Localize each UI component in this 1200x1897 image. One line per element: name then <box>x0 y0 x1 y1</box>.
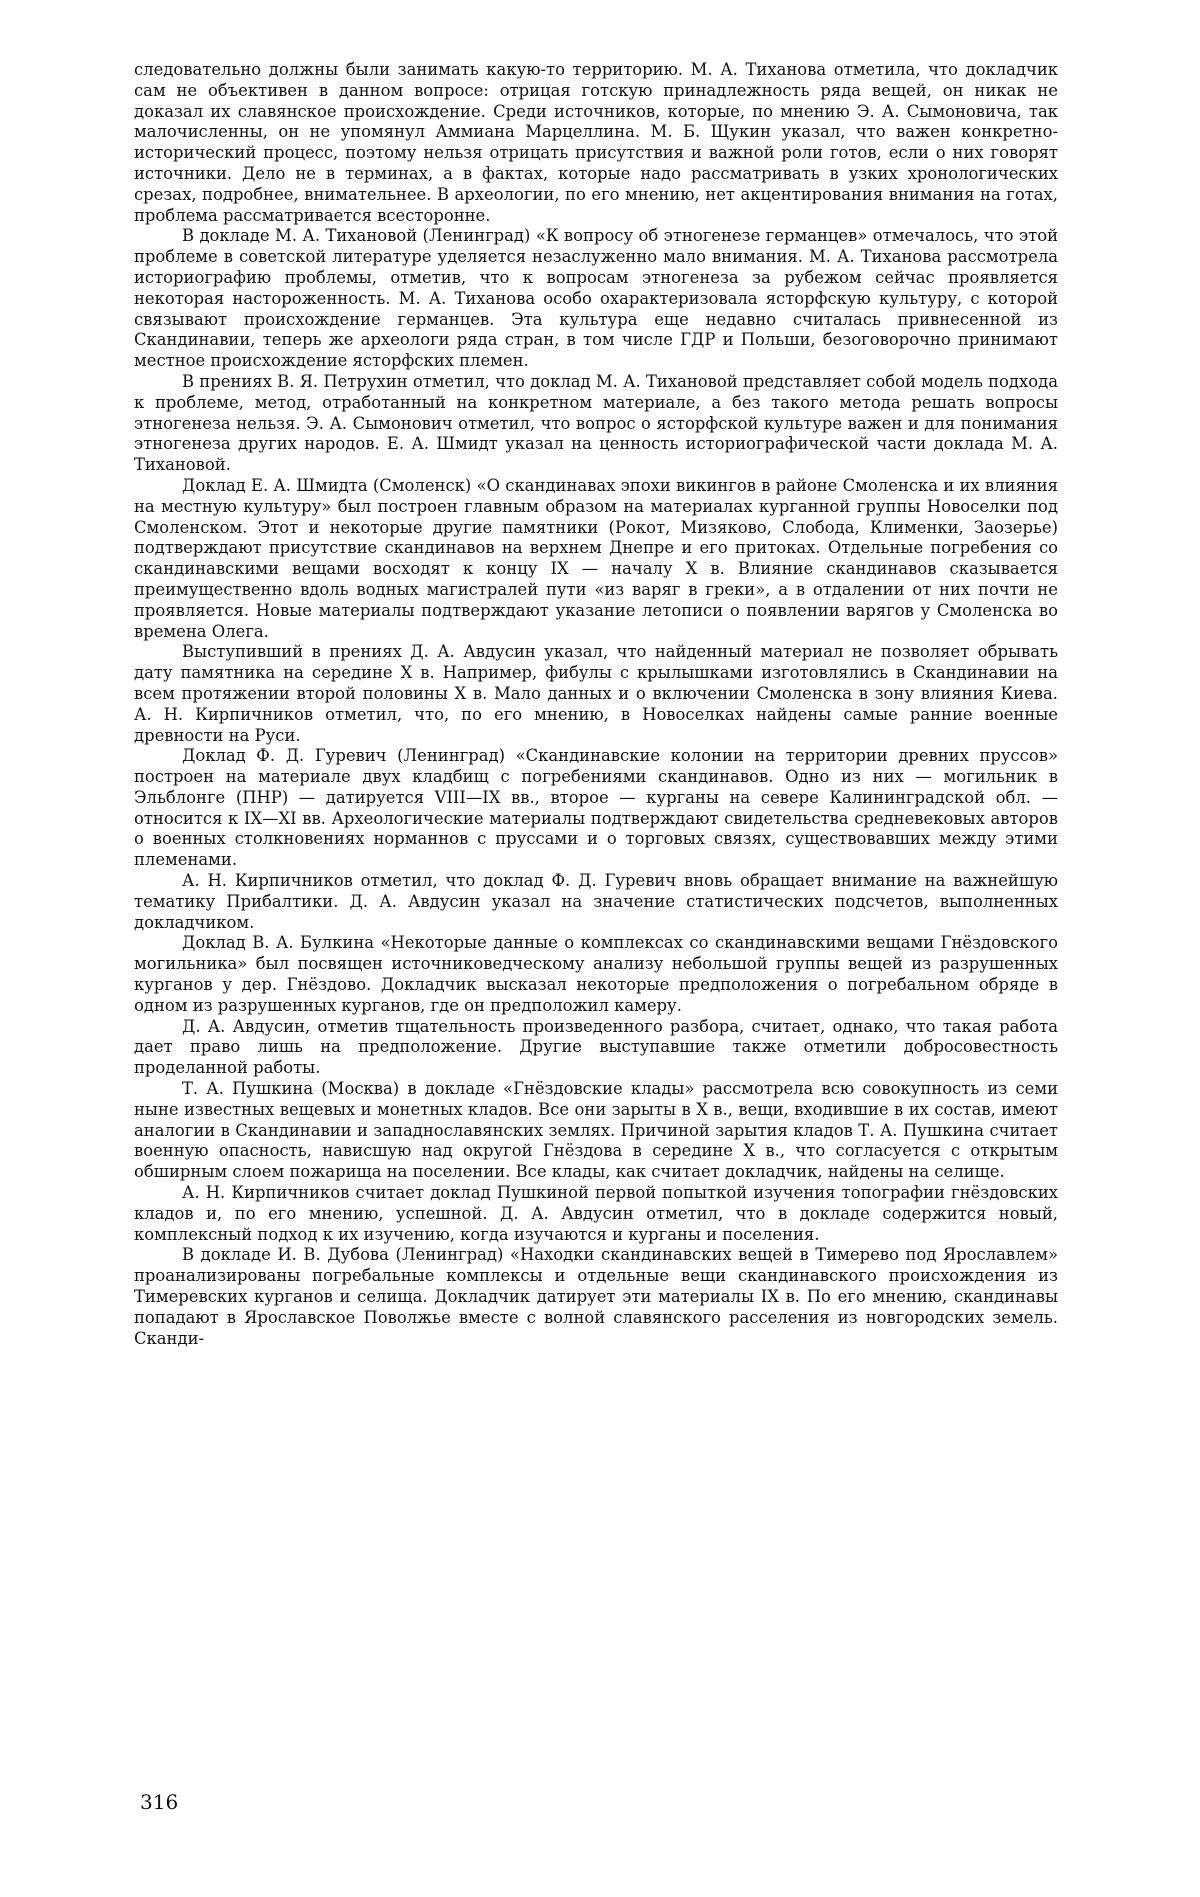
paragraph: А. Н. Кирпичников отметил, что доклад Ф. Д. Гуревич вновь обращает внимание на важнейшую тематику Прибалтики. Д. А. Авдусин указал на значение статистических подсчетов, выполненных докладчиком. <box>134 871 1058 932</box>
paragraph: В докладе М. А. Тихановой (Ленинград) «К вопросу об этногенезе германцев» отмечалось, что этой проблеме в советской литературе уделяется незаслуженно мало внимания. М. А. Тиханова рассмотрела историографию проблемы, отметив, что к вопросам этногенеза за рубежом сейчас проявляется некоторая настороженность. М. А. Тиханова особо охарактеризовала ясторфскую культуру, с которой связывают происхождение германцев. Эта культура еще недавно считалась привнесенной из Скандинавии, теперь же археологи ряда стран, в том числе ГДР и Польши, безоговорочно принимают местное происхождение ясторфских племен. <box>134 226 1058 371</box>
paragraph: Д. А. Авдусин, отметив тщательность произведенного разбора, считает, однако, что такая работа дает право лишь на предположение. Другие выступавшие также отметили добросовестность проделанной работы. <box>134 1016 1058 1078</box>
paragraph: Т. А. Пушкина (Москва) в докладе «Гнёздовские клады» рассмотрела всю совокупность из семи ныне известных вещевых и монетных кладов. Все они зарыты в X в., вещи, входившие в их состав, имеют аналогии в Скандинавии и западнославянских землях. Причиной зарытия кладов Т. А. Пушкина считает военную опасность, нависшую над округой Гнёздова в середине X в., что согласуется с открытым обширным слоем пожарища на поселении. Все клады, как считает докладчик, найдены на селище. <box>134 1079 1058 1182</box>
body-text <box>134 60 1058 1349</box>
paragraph: Доклад Ф. Д. Гуревич (Ленинград) «Скандинавские колонии на территории древних пруссов» построен на материале двух кладбищ с погребениями скандинавов. Одно из них — могильник в Эльблонге (ПНР) — датируется VIII—IX вв., второе — курганы на севере Калининградской обл. — относится к IX—XI вв. Археологические материалы подтверждают свидетельства средневековых авторов о военных столкновениях норманнов с пруссами и о торговых связях, существовавших между этими племенами. <box>134 746 1058 870</box>
paragraph: следовательно должны были занимать какую-то территорию. М. А. Тиханова отметила, что докладчик сам не объективен в данном вопросе: отрицая готскую принадлежность ряда вещей, он никак не доказал их славянское происхождение. Среди источников, которые, по мнению Э. А. Сымоновича, так малочисленны, он не упомянул Аммиана Марцеллина. М. Б. Щукин указал, что важен конкретно-исторический процесс, поэтому нельзя отрицать присутствия и важной роли готов, если о них говорят источники. Дело не в терминах, а в фактах, которые надо рассматривать в узких хронологических срезах, подробнее, внимательнее. В археологии, по его мнению, нет акцентирования внимания на готах, проблема рассматривается всесторонне. <box>134 60 1058 225</box>
paragraph: В докладе И. В. Дубова (Ленинград) «Находки скандинавских вещей в Тимерево под Ярославлем» проанализированы погребальные комплексы и отдельные вещи скандинавского происхождения из Тимеревских курганов и селища. Докладчик датирует эти материалы IX в. По его мнению, скандинавы попадают в Ярославское Поволжье вместе с волной славянского расселения из новгородских земель. Сканди- <box>134 1245 1058 1348</box>
page-number: 316 <box>140 1790 179 1814</box>
paragraph: В прениях В. Я. Петрухин отметил, что доклад М. А. Тихановой представляет собой модель подхода к проблеме, метод, отработанный на конкретном материале, а без такого метода решать вопросы этногенеза нельзя. Э. А. Сымонович отметил, что вопрос о ясторфской культуре важен и для понимания этногенеза других народов. Е. А. Шмидт указал на ценность историографической части доклада М. А. Тихановой. <box>134 371 1058 475</box>
paragraph: Выступивший в прениях Д. А. Авдусин указал, что найденный материал не позволяет обрывать дату памятника на середине X в. Например, фибулы с крылышками изготовлялись в Скандинавии на всем протяжении второй половины X в. Мало данных и о включении Смоленска в зону влияния Киева. А. Н. Кирпичников отметил, что, по его мнению, в Новоселках найдены самые ранние военные древности на Руси. <box>134 642 1058 745</box>
paragraph: А. Н. Кирпичников считает доклад Пушкиной первой попыткой изучения топографии гнёздовских кладов и, по его мнению, успешной. Д. А. Авдусин отметил, что в докладе содержится новый, комплексный подход к их изучению, когда изучаются и курганы и поселения. <box>134 1183 1058 1244</box>
paragraph: Доклад В. А. Булкина «Некоторые данные о комплексах со скандинавскими вещами Гнёздовского могильника» был посвящен источниковедческому анализу небольшой группы вещей из разрушенных курганов у дер. Гнёздово. Докладчик высказал некоторые предположения о погребальном обряде в одном из разрушенных курганов, где он предположил камеру. <box>134 933 1058 1015</box>
paragraph: Доклад Е. А. Шмидта (Смоленск) «О скандинавах эпохи викингов в районе Смоленска и их влияния на местную культуру» был построен главным образом на материалах курганной группы Новоселки под Смоленском. Этот и некоторые другие памятники (Рокот, Мизяково, Слобода, Клименки, Заозерье) подтверждают присутствие скандинавов на верхнем Днепре и его притоках. Отдельные погребения со скандинавскими вещами восходят к концу IX — началу X в. Влияние скандинавов сказывается преимущественно вдоль водных магистралей пути «из варяг в греки», а в отдалении от них почти не проявляется. Новые материалы подтверждают указание летописи о появлении варягов у Смоленска во времена Олега. <box>134 475 1058 641</box>
